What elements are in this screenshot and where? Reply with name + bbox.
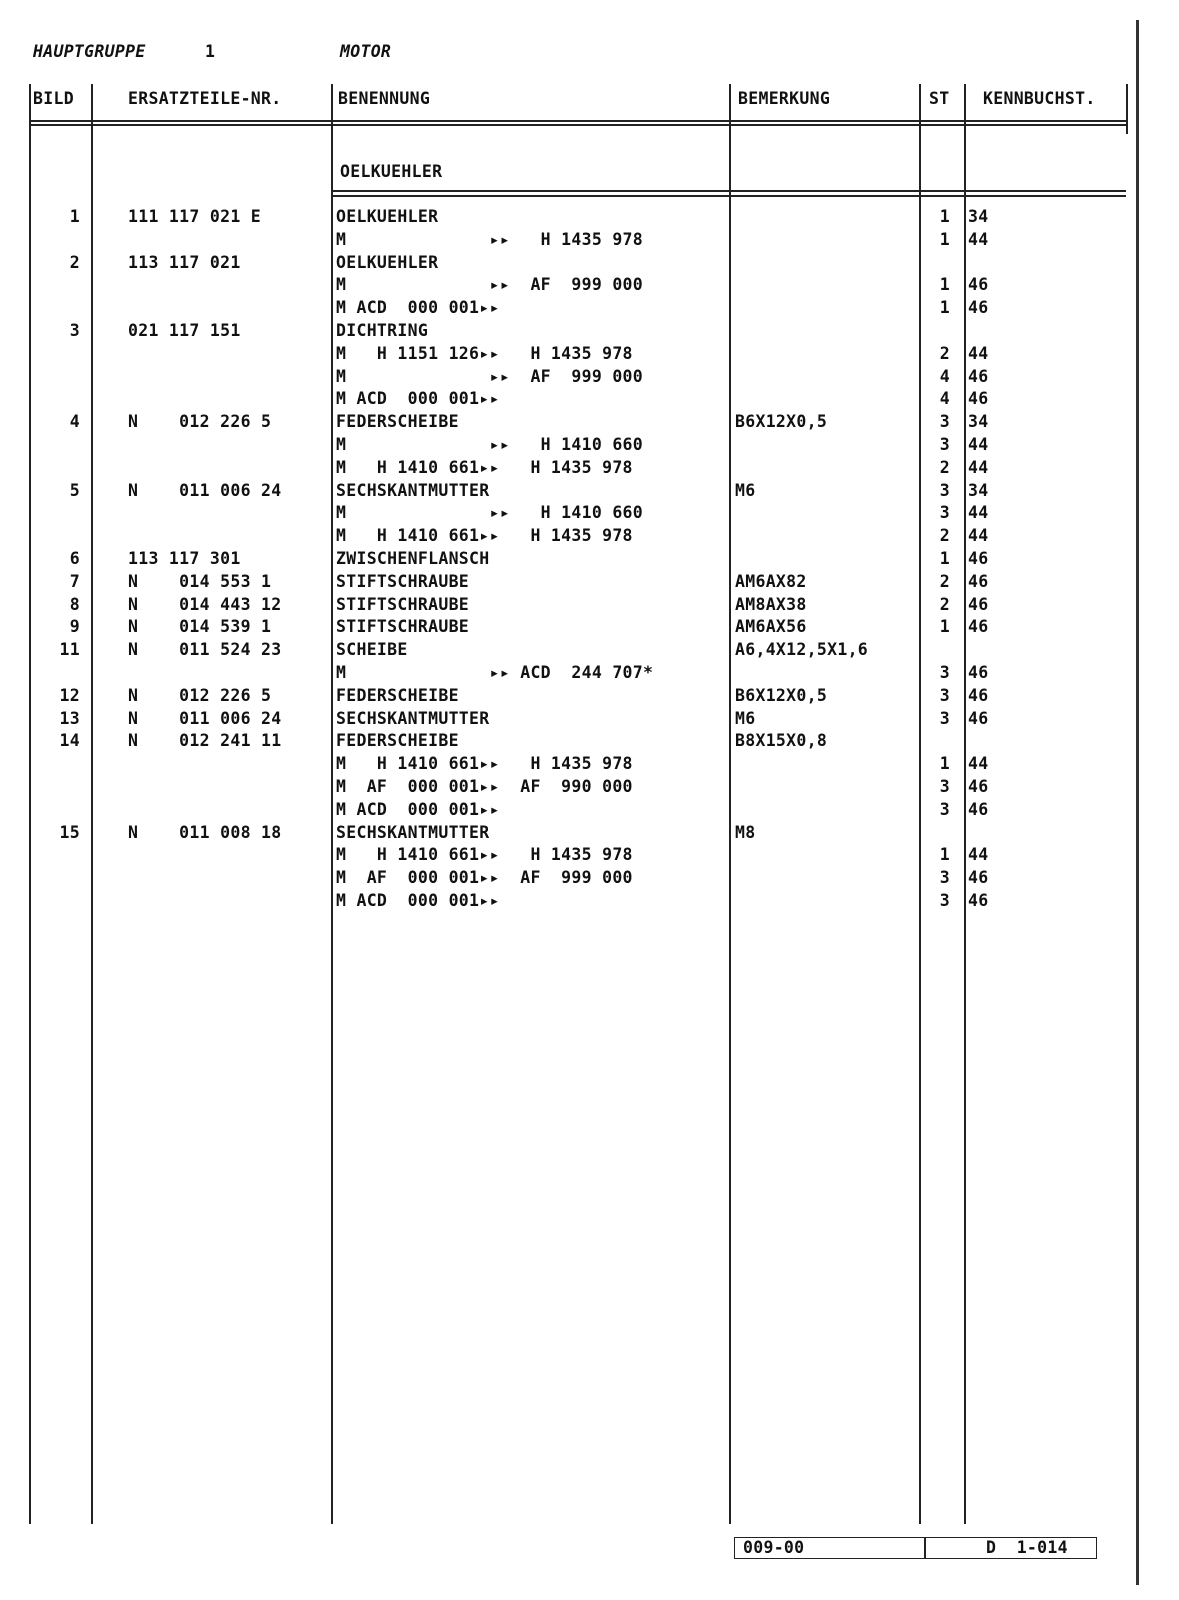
- col-st: ST: [929, 89, 950, 108]
- row-bild: 6: [69, 549, 80, 568]
- row-st: 2: [939, 343, 950, 363]
- sep-right: [1126, 84, 1128, 134]
- row-benennung: STIFTSCHRAUBE: [336, 594, 470, 614]
- row-bild: 14: [59, 731, 80, 751]
- row-bild: 1: [69, 207, 80, 226]
- row-kennbuchst: 44: [968, 526, 989, 546]
- row-st: 4: [939, 366, 950, 386]
- row-st: 1: [939, 298, 950, 318]
- row-benennung: M ▸▸ H 1410 660: [336, 435, 644, 454]
- sep-nr: [331, 84, 333, 1524]
- row-st: 3: [939, 663, 950, 682]
- row-benennung: M ACD 000 001▸▸: [336, 799, 500, 819]
- row-st: 1: [939, 229, 950, 249]
- row-benennung: M H 1410 661▸▸ H 1435 978: [336, 845, 633, 865]
- row-part-number: N 011 006 24: [128, 708, 282, 728]
- row-st: 1: [939, 845, 950, 865]
- col-bemerkung: BEMERKUNG: [738, 89, 831, 108]
- row-benennung: SECHSKANTMUTTER: [336, 480, 490, 500]
- row-kennbuchst: 46: [968, 298, 989, 318]
- row-kennbuchst: 44: [968, 229, 989, 249]
- row-part-number: 113 117 021: [128, 252, 241, 272]
- row-kennbuchst: 34: [968, 207, 989, 226]
- footer-right-code: D 1-014: [986, 1538, 1068, 1557]
- row-bemerkung: AM6AX82: [735, 571, 807, 591]
- row-benennung: M ▸▸ H 1410 660: [336, 503, 644, 523]
- row-st: 1: [939, 754, 950, 774]
- row-kennbuchst: 46: [968, 663, 989, 682]
- row-st: 3: [939, 435, 950, 454]
- header-rule-bottom: [30, 124, 1126, 126]
- row-benennung: STIFTSCHRAUBE: [336, 571, 470, 591]
- row-st: 3: [939, 503, 950, 523]
- row-kennbuchst: 46: [968, 868, 989, 888]
- section-title: OELKUEHLER: [340, 162, 443, 181]
- row-benennung: M ▸▸ AF 999 000: [336, 275, 644, 295]
- row-bild: 11: [59, 640, 80, 660]
- row-st: 2: [939, 594, 950, 614]
- footer-left-code: 009-00: [743, 1538, 805, 1557]
- row-part-number: N 014 539 1: [128, 617, 272, 637]
- col-ersatzteil: ERSATZTEILE-NR.: [128, 89, 282, 108]
- row-benennung: OELKUEHLER: [336, 252, 439, 272]
- row-kennbuchst: 46: [968, 366, 989, 386]
- row-benennung: M AF 000 001▸▸ AF 990 000: [336, 777, 633, 796]
- row-benennung: FEDERSCHEIBE: [336, 412, 459, 432]
- sep-benennung: [729, 84, 731, 1524]
- row-benennung: M ACD 000 001▸▸: [336, 891, 500, 910]
- row-bemerkung: AM6AX56: [735, 617, 807, 637]
- row-kennbuchst: 46: [968, 777, 989, 796]
- row-st: 2: [939, 526, 950, 546]
- row-st: 2: [939, 571, 950, 591]
- row-benennung: M ▸▸ AF 999 000: [336, 366, 644, 386]
- row-bild: 12: [59, 685, 80, 705]
- row-kennbuchst: 34: [968, 480, 989, 500]
- row-bemerkung: B6X12X0,5: [735, 412, 828, 432]
- row-benennung: M ▸▸ H 1435 978: [336, 229, 644, 249]
- row-benennung: SECHSKANTMUTTER: [336, 822, 490, 842]
- row-benennung: FEDERSCHEIBE: [336, 731, 459, 751]
- col-benennung: BENENNUNG: [338, 89, 431, 108]
- row-bild: 4: [69, 412, 80, 432]
- row-st: 1: [939, 617, 950, 637]
- row-benennung: M H 1410 661▸▸ H 1435 978: [336, 754, 633, 774]
- row-kennbuchst: 46: [968, 594, 989, 614]
- row-bemerkung: A6,4X12,5X1,6: [735, 640, 869, 660]
- row-bild: 7: [69, 571, 80, 591]
- row-benennung: FEDERSCHEIBE: [336, 685, 459, 705]
- row-benennung: M H 1410 661▸▸ H 1435 978: [336, 526, 633, 546]
- row-st: 3: [939, 480, 950, 500]
- row-kennbuchst: 46: [968, 571, 989, 591]
- row-st: 3: [939, 777, 950, 796]
- row-bemerkung: M6: [735, 480, 756, 500]
- row-benennung: M ▸▸ ACD 244 707*: [336, 663, 654, 682]
- row-st: 1: [939, 275, 950, 295]
- group-name: MOTOR: [340, 42, 392, 61]
- row-bild: 5: [69, 480, 80, 500]
- row-part-number: N 012 226 5: [128, 685, 272, 705]
- row-st: 3: [939, 708, 950, 728]
- row-bemerkung: B8X15X0,8: [735, 731, 828, 751]
- row-kennbuchst: 44: [968, 435, 989, 454]
- row-bild: 2: [69, 252, 80, 272]
- row-part-number: N 012 226 5: [128, 412, 272, 432]
- row-kennbuchst: 46: [968, 708, 989, 728]
- row-benennung: M ACD 000 001▸▸: [336, 389, 500, 409]
- row-benennung: DICHTRING: [336, 321, 429, 340]
- row-st: 1: [939, 207, 950, 226]
- col-bild: BILD: [33, 89, 74, 108]
- row-part-number: N 011 006 24: [128, 480, 282, 500]
- sep-bemerkung: [919, 84, 921, 1524]
- row-benennung: SECHSKANTMUTTER: [336, 708, 490, 728]
- group-label: HAUPTGRUPPE: [33, 42, 146, 61]
- row-benennung: M H 1410 661▸▸ H 1435 978: [336, 457, 633, 477]
- row-kennbuchst: 44: [968, 343, 989, 363]
- row-st: 1: [939, 549, 950, 568]
- row-bild: 9: [69, 617, 80, 637]
- page-edge: [1136, 20, 1139, 1585]
- row-st: 4: [939, 389, 950, 409]
- row-bemerkung: B6X12X0,5: [735, 685, 828, 705]
- section-rule-bottom: [331, 195, 1126, 197]
- row-kennbuchst: 34: [968, 412, 989, 432]
- row-bild: 3: [69, 321, 80, 340]
- row-kennbuchst: 46: [968, 549, 989, 568]
- row-kennbuchst: 46: [968, 685, 989, 705]
- row-part-number: N 014 553 1: [128, 571, 272, 591]
- row-part-number: N 012 241 11: [128, 731, 282, 751]
- row-part-number: 021 117 151: [128, 321, 241, 340]
- row-bild: 8: [69, 594, 80, 614]
- row-kennbuchst: 46: [968, 799, 989, 819]
- row-kennbuchst: 46: [968, 617, 989, 637]
- row-bemerkung: M6: [735, 708, 756, 728]
- section-rule-top: [331, 190, 1126, 192]
- row-st: 3: [939, 891, 950, 910]
- row-benennung: M ACD 000 001▸▸: [336, 298, 500, 318]
- sep-st: [964, 84, 966, 1524]
- header-rule-top: [30, 120, 1126, 122]
- row-benennung: STIFTSCHRAUBE: [336, 617, 470, 637]
- row-part-number: 111 117 021 E: [128, 207, 262, 226]
- row-kennbuchst: 44: [968, 503, 989, 523]
- row-bild: 15: [59, 822, 80, 842]
- row-bemerkung: AM8AX38: [735, 594, 807, 614]
- row-benennung: ZWISCHENFLANSCH: [336, 549, 490, 568]
- row-bemerkung: M8: [735, 822, 756, 842]
- row-part-number: N 014 443 12: [128, 594, 282, 614]
- row-benennung: SCHEIBE: [336, 640, 408, 660]
- row-part-number: N 011 008 18: [128, 822, 282, 842]
- row-kennbuchst: 44: [968, 845, 989, 865]
- row-kennbuchst: 46: [968, 275, 989, 295]
- row-benennung: OELKUEHLER: [336, 207, 439, 226]
- row-st: 3: [939, 868, 950, 888]
- row-kennbuchst: 46: [968, 891, 989, 910]
- group-number: 1: [205, 42, 216, 61]
- col-kennbuchst: KENNBUCHST.: [983, 89, 1096, 108]
- row-st: 3: [939, 799, 950, 819]
- row-benennung: M H 1151 126▸▸ H 1435 978: [336, 343, 633, 363]
- row-part-number: 113 117 301: [128, 549, 241, 568]
- row-kennbuchst: 46: [968, 389, 989, 409]
- row-st: 2: [939, 457, 950, 477]
- row-st: 3: [939, 685, 950, 705]
- sep-left: [29, 84, 31, 1524]
- row-kennbuchst: 44: [968, 754, 989, 774]
- row-bild: 13: [59, 708, 80, 728]
- row-st: 3: [939, 412, 950, 432]
- sep-bild: [91, 84, 93, 1524]
- row-kennbuchst: 44: [968, 457, 989, 477]
- row-part-number: N 011 524 23: [128, 640, 282, 660]
- row-benennung: M AF 000 001▸▸ AF 999 000: [336, 868, 633, 888]
